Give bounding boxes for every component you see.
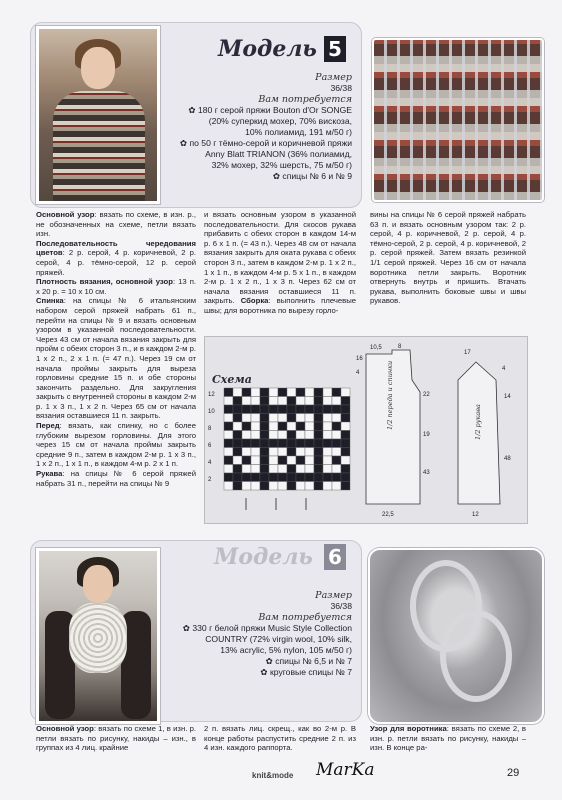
- dim-h1: 4: [356, 370, 360, 376]
- chart-cell: [341, 414, 350, 423]
- chart-cell: [224, 465, 233, 474]
- row-label: 8: [208, 426, 212, 432]
- chart-cell: [341, 473, 350, 482]
- chart-cell: [341, 439, 350, 448]
- chart-cell: [305, 456, 314, 465]
- chart-cell: [260, 431, 269, 440]
- chart-cell: [332, 473, 341, 482]
- chart-cell: [224, 439, 233, 448]
- chart-cell: [242, 482, 251, 491]
- paragraph-heading: Спинка: [36, 296, 64, 306]
- chart-cell: [269, 397, 278, 406]
- star-icon: ✿: [272, 171, 283, 181]
- chart-cell: [341, 448, 350, 457]
- chart-cell: [305, 422, 314, 431]
- chart-cell: [224, 388, 233, 397]
- chart-cell: [224, 456, 233, 465]
- front-label: 1/2 переда и спинки: [386, 360, 394, 430]
- chart-cell: [260, 397, 269, 406]
- chart-cell: [314, 414, 323, 423]
- chart-cell: [305, 465, 314, 474]
- chart-cell: [287, 439, 296, 448]
- model5-knit-swatch: [372, 38, 544, 202]
- chart-cell: [233, 397, 242, 406]
- chart-cell: [341, 388, 350, 397]
- dim-top: 16: [356, 356, 363, 362]
- chart-cell: [269, 405, 278, 414]
- chart-cell: [269, 482, 278, 491]
- star-icon: ✿: [182, 623, 193, 633]
- chart-cell: [260, 448, 269, 457]
- chart-cell: [296, 405, 305, 414]
- chart-cell: [251, 439, 260, 448]
- dim-h2: 22: [423, 392, 430, 398]
- chart-cell: [287, 448, 296, 457]
- chart-cell: [269, 439, 278, 448]
- chart-cell: [278, 439, 287, 448]
- chart-cell: [332, 388, 341, 397]
- model5-number-badge: 5: [324, 36, 346, 62]
- chart-cell: [332, 465, 341, 474]
- dim-bottom: 22,5: [382, 512, 394, 518]
- chart-cell: [260, 465, 269, 474]
- chart-cell: [296, 439, 305, 448]
- model5-column-3: [370, 210, 526, 306]
- dim-sleeve-w: 4: [502, 366, 506, 372]
- chart-cell: [260, 473, 269, 482]
- chart-cell: [251, 388, 260, 397]
- chart-cell: [332, 448, 341, 457]
- chart-cell: [341, 465, 350, 474]
- chart-cell: [233, 422, 242, 431]
- c1-text: : вязать по схеме 1, в изн. р. петли вязать по рисунку, накиды – изн., в группах из 4 лиц. крайние: [36, 724, 196, 753]
- star-icon: ✿: [188, 105, 198, 115]
- chart-cell: [323, 473, 332, 482]
- chart-cell: [296, 448, 305, 457]
- star-icon: ✿: [260, 667, 270, 677]
- chart-cell: [269, 388, 278, 397]
- dim-h3: 19: [423, 432, 430, 438]
- chart-cell: [323, 456, 332, 465]
- model6-title: Модель: [214, 544, 313, 570]
- materials-label: Вам потребуется: [258, 612, 352, 623]
- star-icon: ✿: [179, 138, 190, 148]
- size-label: Размер: [315, 590, 352, 601]
- model5-title: Модель: [218, 36, 317, 62]
- paragraph: [36, 421, 196, 469]
- chart-cell: [278, 465, 287, 474]
- chart-cell: [233, 448, 242, 457]
- paragraph-text: : 13 п. х 20 р. = 10 х 10 см.: [36, 277, 196, 296]
- paragraph: [36, 210, 196, 239]
- chart-cell: [233, 482, 242, 491]
- chart-cell: [242, 397, 251, 406]
- needles: ✿ спицы № 6 и № 9: [272, 171, 352, 181]
- chart-title: Схема: [212, 373, 252, 386]
- chart-cell: [332, 397, 341, 406]
- chart-cell: [269, 473, 278, 482]
- paragraph-text: : на спицы № 6 серой пряжей набрать 31 п., перейти на спицы № 9: [36, 469, 196, 488]
- chart-cell: [269, 422, 278, 431]
- chart-cell: [242, 388, 251, 397]
- chart-cell: [278, 482, 287, 491]
- chart-cell: [251, 414, 260, 423]
- dim-sleeve-bottom: 12: [472, 512, 479, 518]
- chart-cell: [287, 422, 296, 431]
- row-label: 2: [208, 477, 212, 483]
- chart-cell: [296, 482, 305, 491]
- yarn2: ✿ по 50 г тёмно-серой и коричневой пряжи: [179, 138, 352, 148]
- chart-cell: [233, 405, 242, 414]
- chart-cell: [323, 414, 332, 423]
- chart-cell: [251, 431, 260, 440]
- chart-cell: [296, 431, 305, 440]
- col2-tail: : выполнить плечевые швы; для воротника по вырезу горло-: [204, 296, 357, 315]
- magazine-logo: knit&mode: [252, 771, 294, 780]
- chart-cell: [233, 465, 242, 474]
- chart-cell: [242, 465, 251, 474]
- chart-cell: [296, 456, 305, 465]
- chart-cell: [224, 405, 233, 414]
- chart-cell: [278, 397, 287, 406]
- chart-cell: [296, 414, 305, 423]
- paragraph-text: : вязать, как спинку, но с более глубоким вырезом горловины. Для этого через 15 см от начала проймы закрыть средние 9 п., затем в каждом 2-м р. 1 х 3 п., 1 х 2 п., 1 х 1 п., в каждом 4-м р. 2 х 1 п.: [36, 421, 196, 469]
- chart-cell: [278, 431, 287, 440]
- chart-cell: [341, 405, 350, 414]
- pattern-heading: Основной узор: [36, 724, 94, 733]
- yarn2-line2: Anny Blatt TRIANON (36% полиамид,: [205, 149, 352, 159]
- chart-cell: [242, 439, 251, 448]
- paragraph: [36, 469, 196, 488]
- chart-cell: [323, 448, 332, 457]
- chart-cell: [269, 431, 278, 440]
- garment-schematic: [352, 340, 524, 520]
- chart-cell: [314, 448, 323, 457]
- chart-cell: [224, 414, 233, 423]
- chart-cell: [287, 473, 296, 482]
- chart-cell: [305, 482, 314, 491]
- paragraph-text: : на спицы № 6 итальянским набором серой пряжей набрать 61 п., перейти на спицы № 9 и вязать основным узором в указанной последовательности. Через 43 см от начала вязания закрыть для пройм с обеих сторон 3 п., и в каждом 2-м р. 1 х 2 п., 2 х 1 п. (= 47 п.). Через 19 см от начала проймы закрыть для выреза горловины средние 15 п. и обе стороны закончить раздельно. Для закругления закрыть с внутренней стороны в каждом 2-м р. 1 х 3 п., 1 х 2 п. Через 65 см от начала вязания оставшиеся 11 п. закрыть.: [36, 296, 196, 421]
- chart-cell: [296, 473, 305, 482]
- paragraph-heading: Основной узор: [36, 210, 95, 219]
- chart-cell: [260, 439, 269, 448]
- chart-cell: [260, 414, 269, 423]
- chart-cell: [314, 422, 323, 431]
- chart-cell: [323, 482, 332, 491]
- yarn1: ✿ 330 г белой пряжи Music Style Collection: [182, 623, 352, 633]
- star-icon: ✿: [265, 656, 276, 666]
- stitch-chart: [206, 386, 356, 512]
- chart-cell: [224, 473, 233, 482]
- paragraph: [36, 277, 196, 296]
- chart-cell: [323, 422, 332, 431]
- chart-cell: [341, 456, 350, 465]
- chart-cell: [242, 405, 251, 414]
- chart-cell: [314, 456, 323, 465]
- chart-cell: [269, 414, 278, 423]
- chart-cell: [287, 431, 296, 440]
- chart-cell: [305, 414, 314, 423]
- row-label: 10: [208, 409, 215, 415]
- chart-cell: [233, 456, 242, 465]
- chart-cell: [242, 431, 251, 440]
- chart-cell: [260, 482, 269, 491]
- chart-cell: [260, 388, 269, 397]
- chart-cell: [287, 414, 296, 423]
- chart-cell: [251, 405, 260, 414]
- yarn2-line3: 32% мохер, 32% шерсть, 75 м/50 г): [211, 160, 352, 170]
- chart-cell: [224, 448, 233, 457]
- row-label: 6: [208, 443, 212, 449]
- chart-cell: [260, 405, 269, 414]
- chart-cell: [287, 465, 296, 474]
- chart-cell: [332, 422, 341, 431]
- chart-cell: [251, 473, 260, 482]
- model6-photo: [36, 548, 160, 724]
- chart-cell: [260, 456, 269, 465]
- chart-cell: [305, 397, 314, 406]
- chart-cell: [323, 431, 332, 440]
- chart-cell: [332, 456, 341, 465]
- paragraph-heading: Перед: [36, 421, 60, 431]
- row-label: 12: [208, 392, 215, 398]
- dim-shoulder: 8: [398, 344, 402, 350]
- chart-cell: [278, 405, 287, 414]
- col3-text: вины на спицы № 6 серой пряжей набрать 63 п. и вязать основным узором так: 2 р. серой, 4 р. коричневой, 2 р. серой, 4 р. тёмно-серой, 2 р. серой, 4 р. коричневой, 2 р. серой пряжей. Затем вязать резинкой 1/1 серой пряжей. Через 16 см от начала воротника петли закрыть. Воротник отвернуть внутрь и пришить. Втачать рукава, выполнить боковые швы и швы рукавов.: [370, 210, 526, 306]
- chart-cell: [314, 439, 323, 448]
- chart-cell: [242, 448, 251, 457]
- paragraph-heading: Последовательность чередования цветов: [36, 238, 196, 258]
- chart-cell: [269, 448, 278, 457]
- chart-cell: [251, 448, 260, 457]
- page-number: 29: [507, 767, 520, 779]
- chart-cell: [278, 388, 287, 397]
- model6-specs: [160, 590, 352, 678]
- chart-cell: [305, 388, 314, 397]
- chart-cell: [332, 414, 341, 423]
- chart-cell: [269, 465, 278, 474]
- chart-cell: [287, 456, 296, 465]
- chart-cell: [305, 405, 314, 414]
- assembly-heading: Сборка: [240, 296, 269, 306]
- chart-cell: [278, 422, 287, 431]
- chart-cell: [323, 397, 332, 406]
- chart-cell: [305, 431, 314, 440]
- paragraph: [36, 296, 196, 421]
- chart-cell: [314, 405, 323, 414]
- signature: MarKa: [316, 760, 375, 780]
- chart-cell: [314, 397, 323, 406]
- chart-cell: [233, 388, 242, 397]
- chart-cell: [278, 414, 287, 423]
- yarn1-line3: 10% полиамид, 191 м/50 г): [245, 127, 352, 137]
- dim-sleeve-h: 14: [504, 394, 511, 400]
- chart-cell: [251, 465, 260, 474]
- needles1: ✿ спицы № 6,5 и № 7: [265, 656, 352, 666]
- chart-cell: [305, 439, 314, 448]
- chart-cell: [287, 397, 296, 406]
- yarn1-line2: (20% суперкид мохер, 70% вискоза,: [208, 116, 352, 126]
- chart-cell: [242, 473, 251, 482]
- dim-sleeve-top: 17: [464, 350, 471, 356]
- chart-cell: [341, 422, 350, 431]
- chart-cell: [296, 422, 305, 431]
- model5-column-2: [204, 210, 356, 316]
- paragraph-heading: Рукава: [36, 469, 63, 479]
- chart-cell: [242, 422, 251, 431]
- chart-cell: [224, 422, 233, 431]
- chart-cell: [323, 439, 332, 448]
- yarn1-line3: 13% acrylic, 5% nylon, 105 м/50 г): [220, 645, 352, 655]
- chart-cell: [323, 388, 332, 397]
- chart-cell: [278, 456, 287, 465]
- chart-cell: [260, 422, 269, 431]
- chart-cell: [332, 439, 341, 448]
- chart-cell: [287, 405, 296, 414]
- model5-specs: [160, 72, 352, 182]
- chart-cell: [242, 414, 251, 423]
- chart-cell: [224, 482, 233, 491]
- model6-number-badge: 6: [324, 544, 346, 570]
- dim-sleeve-h2: 48: [504, 456, 511, 462]
- chart-cell: [269, 456, 278, 465]
- chart-cell: [278, 473, 287, 482]
- chart-cell: [251, 422, 260, 431]
- chart-cell: [314, 388, 323, 397]
- chart-cell: [332, 431, 341, 440]
- dim-neck: 10,5: [370, 345, 382, 351]
- chart-cell: [341, 397, 350, 406]
- paragraph-heading: Плотность вязания, основной узор: [36, 277, 173, 287]
- model6-column-1: [36, 724, 196, 753]
- dim-h4: 43: [423, 470, 430, 476]
- size-value: 36/38: [330, 83, 352, 93]
- size-value: 36/38: [330, 601, 352, 611]
- chart-cell: [242, 456, 251, 465]
- chart-cell: [296, 397, 305, 406]
- chart-cell: [224, 397, 233, 406]
- chart-cell: [224, 431, 233, 440]
- collar-heading: Узор для воротника: [370, 724, 447, 733]
- chart-cell: [251, 482, 260, 491]
- col2-text: и вязать основным узором в указанной последовательности. Для скосов рукава прибавить с обеих сторон в каждом 14-м р. 6 х 1 п. (= 43 п.). Через 48 см от начала вязания закрыть для оката рукава с обеих сторон 3 п., затем в каждом 2-м р. 1 х 2 п., 1 х 1 п., в каждом 4-м р. 5 х 1 п., в каждом 2-м р. 1 х 2 п., 1 х 3 п. Через 62 см от начала вязания оставшиеся 11 п. закрыть.: [204, 210, 356, 306]
- paragraph-text: : вязать по схеме, в изн. р., не обозначенных на схеме, петли вязать изн.: [36, 210, 196, 239]
- model6-knit-swatch: [368, 548, 544, 724]
- paragraph-text: : 2 р. серой, 4 р. коричневой, 2 р. серой, 4 р. тёмно-серой, 12 р. серой пряжей.: [36, 248, 196, 277]
- yarn1-line2: COUNTRY (72% virgin wool, 10% silk,: [205, 634, 352, 644]
- needles2: ✿ круговые спицы № 7: [260, 667, 352, 677]
- chart-cell: [251, 456, 260, 465]
- row-label: 4: [208, 460, 212, 466]
- chart-cell: [305, 473, 314, 482]
- materials-label: Вам потребуется: [258, 94, 352, 105]
- chart-cell: [341, 482, 350, 491]
- chart-cell: [314, 465, 323, 474]
- chart-cell: [323, 465, 332, 474]
- chart-cell: [305, 448, 314, 457]
- chart-cell: [296, 388, 305, 397]
- chart-cell: [278, 448, 287, 457]
- model6-column-3: [370, 724, 526, 753]
- c3-text: : вязать по схеме 2, в изн. р. петли вязать по рисунку, накиды – изн. В конце ра-: [370, 724, 526, 753]
- chart-cell: [233, 473, 242, 482]
- chart-cell: [314, 473, 323, 482]
- paragraph: [36, 239, 196, 277]
- chart-cell: [296, 465, 305, 474]
- chart-cell: [332, 405, 341, 414]
- chart-cell: [287, 388, 296, 397]
- chart-cell: [314, 431, 323, 440]
- c2-text: 2 п. вязать лиц. скрещ., как во 2-м р. В конце работы распустить средние 2 п. из 4 изн. каждого раппорта.: [204, 724, 356, 753]
- yarn1: ✿ 180 г серой пряжи Bouton d'Or SONGE: [188, 105, 352, 115]
- chart-cell: [323, 405, 332, 414]
- chart-cell: [233, 431, 242, 440]
- chart-cell: [251, 397, 260, 406]
- model5-column-1: [36, 210, 196, 488]
- size-label: Размер: [315, 72, 352, 83]
- model5-photo: [36, 26, 160, 204]
- chart-cell: [314, 482, 323, 491]
- sleeve-label: 1/2 рукава: [474, 404, 482, 440]
- chart-cell: [233, 414, 242, 423]
- chart-cell: [287, 482, 296, 491]
- chart-cell: [233, 439, 242, 448]
- chart-cell: [341, 431, 350, 440]
- model6-column-2: [204, 724, 356, 753]
- chart-cell: [332, 482, 341, 491]
